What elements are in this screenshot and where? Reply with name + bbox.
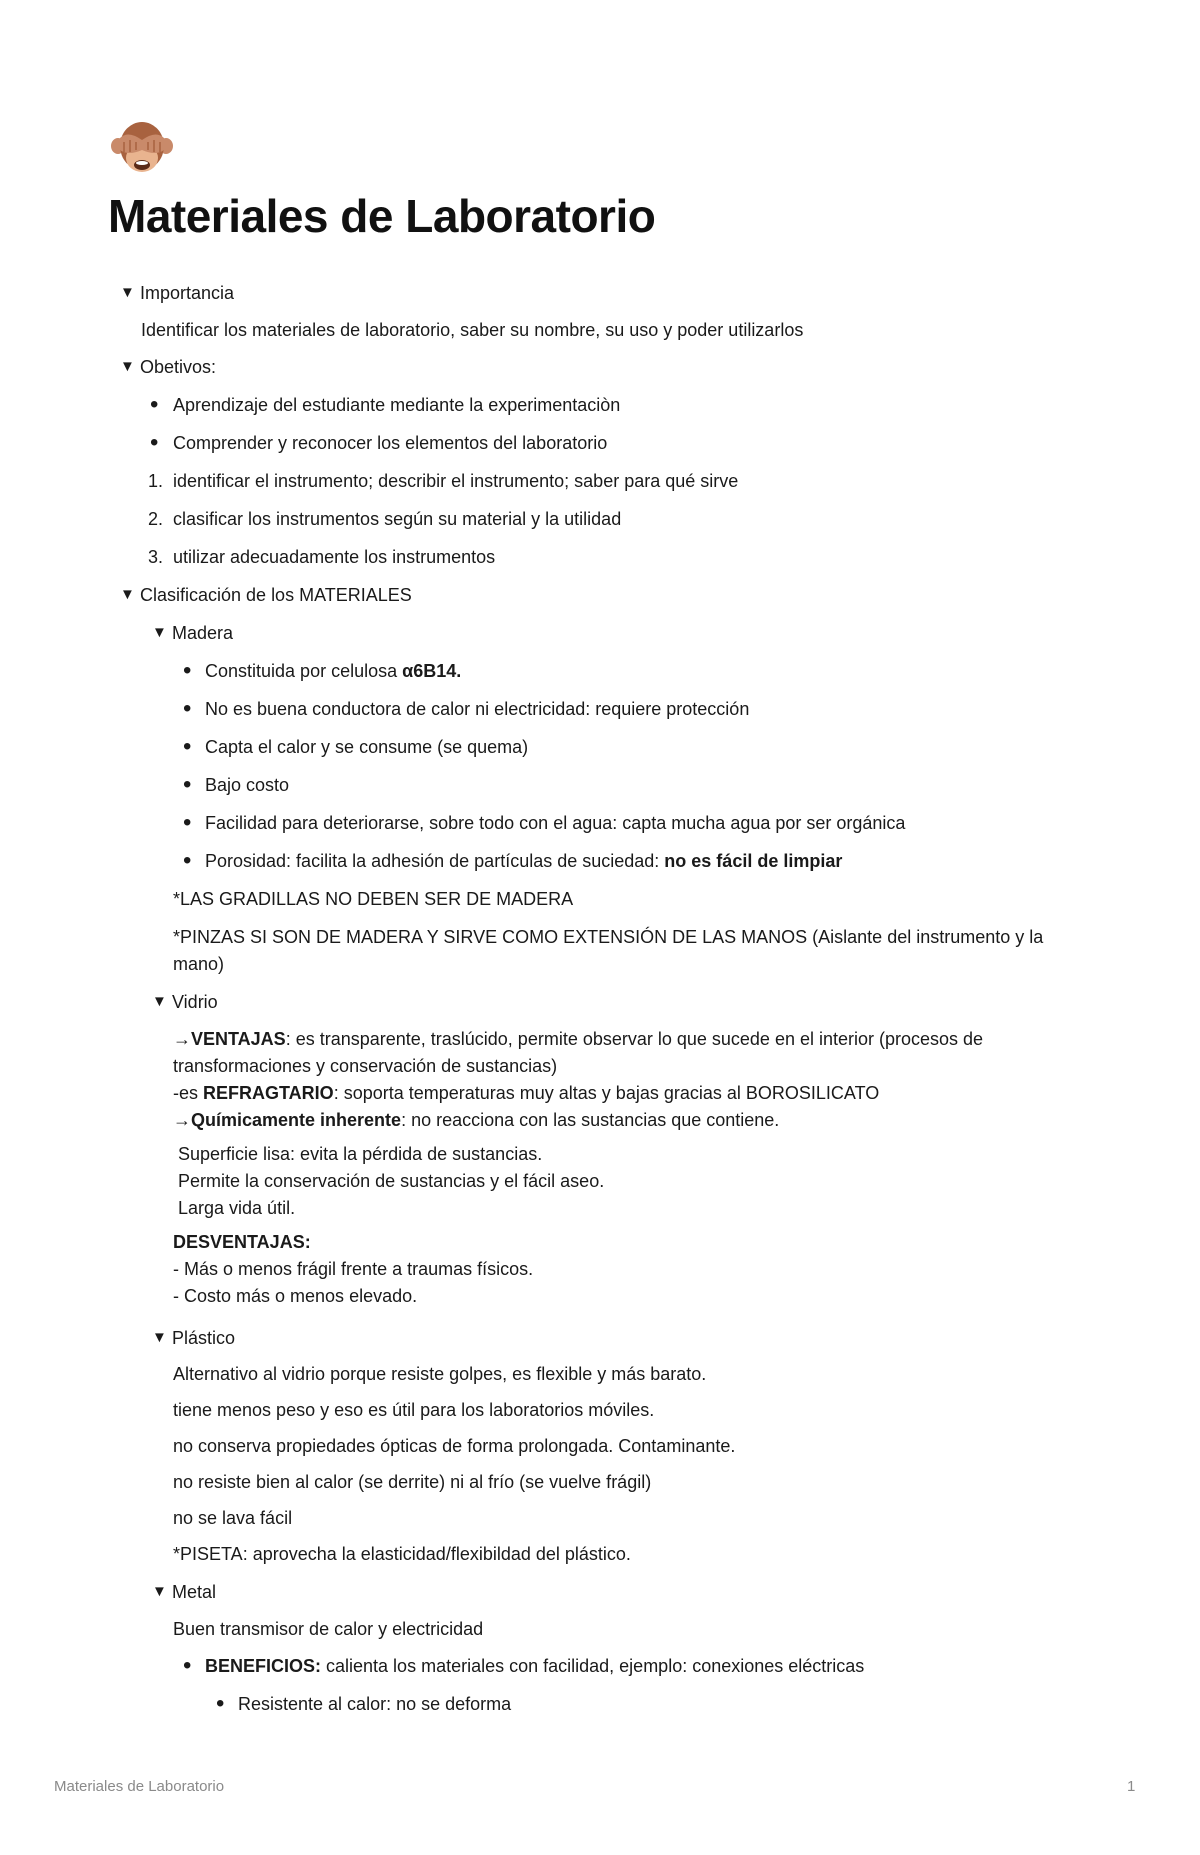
bullet-icon: • bbox=[150, 391, 159, 418]
toggle-arrow-icon[interactable]: ▼ bbox=[152, 624, 167, 641]
toggle-importancia[interactable]: Importancia bbox=[140, 283, 235, 303]
madera-note: *PINZAS SI SON DE MADERA Y SIRVE COMO EXTENSIÓN DE LAS MANOS (Aislante del instrumento y la bbox=[173, 927, 1044, 947]
vidrio-text: - Costo más o menos elevado. bbox=[173, 1286, 418, 1306]
plastico-text: Alternativo al vidrio porque resiste golpes, es flexible y más barato. bbox=[173, 1364, 707, 1384]
vidrio-desventajas-label: DESVENTAJAS: bbox=[173, 1232, 311, 1252]
page-title: Materiales de Laboratorio bbox=[108, 190, 656, 242]
vidrio-text: →Químicamente inherente: no reacciona con las sustancias que contiene. bbox=[173, 1110, 780, 1130]
toggle-arrow-icon[interactable]: ▼ bbox=[152, 1583, 167, 1600]
vidrio-text: transformaciones y conservación de sustancias) bbox=[173, 1056, 558, 1076]
list-item: Bajo costo bbox=[205, 775, 290, 795]
toggle-metal[interactable]: Metal bbox=[172, 1582, 217, 1602]
toggle-arrow-icon[interactable]: ▼ bbox=[120, 586, 135, 603]
vidrio-text: →VENTAJAS: es transparente, traslúcido, permite observar lo que sucede en el interior (procesos de bbox=[173, 1029, 984, 1049]
toggle-arrow-icon[interactable]: ▼ bbox=[152, 1329, 167, 1346]
toggle-plastico[interactable]: Plástico bbox=[172, 1328, 236, 1348]
list-item: Facilidad para deteriorarse, sobre todo con el agua: capta mucha agua por ser orgánica bbox=[205, 813, 906, 833]
arrow-icon: → bbox=[173, 1029, 191, 1049]
vidrio-text: Superficie lisa: evita la pérdida de sustancias. bbox=[178, 1144, 543, 1164]
madera-note: *LAS GRADILLAS NO DEBEN SER DE MADERA bbox=[173, 889, 574, 909]
list-number: 3. bbox=[148, 547, 164, 567]
plastico-text: no resiste bien al calor (se derrite) ni al frío (se vuelve frágil) bbox=[173, 1472, 652, 1492]
bullet-icon: • bbox=[183, 695, 192, 722]
madera-note: mano) bbox=[173, 954, 225, 974]
vidrio-text: -es REFRAGTARIO: soporta temperaturas muy altas y bajas gracias al BOROSILICATO bbox=[173, 1083, 880, 1103]
toggle-madera[interactable]: Madera bbox=[172, 623, 234, 643]
see-no-evil-monkey-icon bbox=[110, 116, 174, 180]
toggle-objetivos[interactable]: Obetivos: bbox=[140, 357, 217, 377]
list-item: Capta el calor y se consume (se quema) bbox=[205, 737, 529, 757]
bullet-icon: • bbox=[150, 429, 159, 456]
list-item: identificar el instrumento; describir el instrumento; saber para qué sirve bbox=[173, 471, 739, 491]
toggle-arrow-icon[interactable]: ▼ bbox=[120, 284, 135, 301]
list-item: No es buena conductora de calor ni electricidad: requiere protección bbox=[205, 699, 750, 719]
list-item: Porosidad: facilita la adhesión de partículas de suciedad: no es fácil de limpiar bbox=[205, 851, 843, 871]
toggle-arrow-icon[interactable]: ▼ bbox=[120, 358, 135, 375]
bullet-icon: • bbox=[183, 847, 192, 874]
footer-title: Materiales de Laboratorio bbox=[54, 1778, 225, 1795]
toggle-vidrio[interactable]: Vidrio bbox=[172, 992, 218, 1012]
list-item: clasificar los instrumentos según su material y la utilidad bbox=[173, 509, 622, 529]
list-item: Aprendizaje del estudiante mediante la experimentaciòn bbox=[173, 395, 621, 415]
list-number: 1. bbox=[148, 471, 164, 491]
bullet-icon: • bbox=[183, 657, 192, 684]
page-number: 1 bbox=[1127, 1778, 1136, 1795]
bullet-icon: • bbox=[183, 1652, 192, 1679]
importancia-text: Identificar los materiales de laboratorio, saber su nombre, su uso y poder utilizarlos bbox=[141, 320, 804, 340]
list-item: BENEFICIOS: calienta los materiales con facilidad, ejemplo: conexiones eléctricas bbox=[205, 1656, 865, 1676]
bullet-icon: • bbox=[183, 733, 192, 760]
arrow-icon: → bbox=[173, 1110, 191, 1130]
toggle-arrow-icon[interactable]: ▼ bbox=[152, 993, 167, 1010]
bullet-icon: • bbox=[216, 1690, 225, 1717]
list-item: utilizar adecuadamente los instrumentos bbox=[173, 547, 496, 567]
vidrio-text: Permite la conservación de sustancias y el fácil aseo. bbox=[178, 1171, 605, 1191]
plastico-text: no conserva propiedades ópticas de forma prolongada. Contaminante. bbox=[173, 1436, 736, 1456]
plastico-text: no se lava fácil bbox=[173, 1508, 293, 1528]
plastico-text: *PISETA: aprovecha la elasticidad/flexibildad del plástico. bbox=[173, 1544, 631, 1564]
plastico-text: tiene menos peso y eso es útil para los laboratorios móviles. bbox=[173, 1400, 655, 1420]
toggle-clasificacion[interactable]: Clasificación de los MATERIALES bbox=[140, 585, 412, 605]
bullet-icon: • bbox=[183, 809, 192, 836]
list-number: 2. bbox=[148, 509, 164, 529]
metal-text: Buen transmisor de calor y electricidad bbox=[173, 1619, 484, 1639]
list-item: Resistente al calor: no se deforma bbox=[238, 1694, 512, 1714]
list-item: Constituida por celulosa α6B14. bbox=[205, 661, 462, 681]
list-item: Comprender y reconocer los elementos del laboratorio bbox=[173, 433, 608, 453]
vidrio-text: Larga vida útil. bbox=[178, 1198, 296, 1218]
bullet-icon: • bbox=[183, 771, 192, 798]
vidrio-text: - Más o menos frágil frente a traumas físicos. bbox=[173, 1259, 534, 1279]
